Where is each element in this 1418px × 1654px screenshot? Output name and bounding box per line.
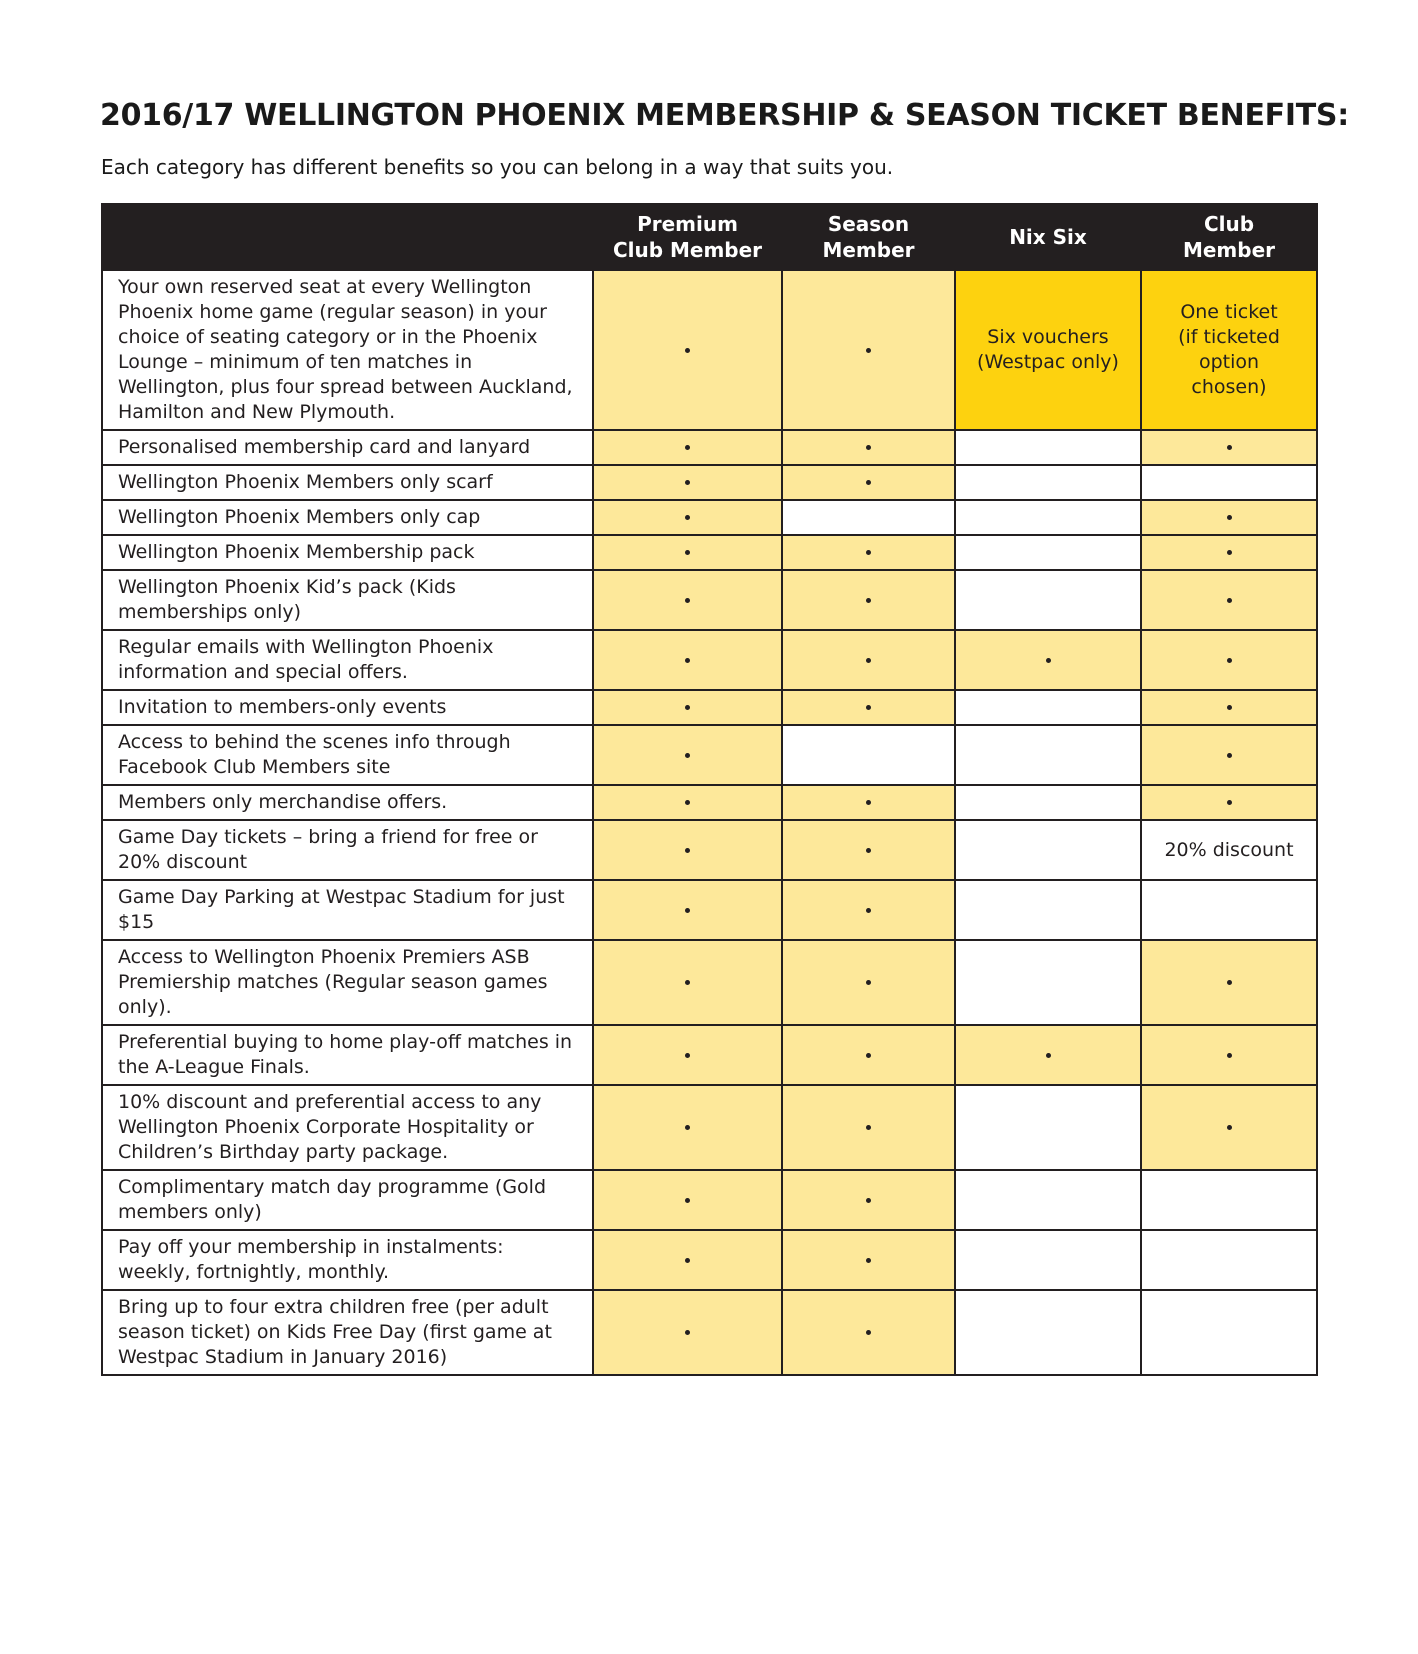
cell-nix-six [955,630,1141,690]
benefit-label: Wellington Phoenix Membership pack [102,535,593,570]
cell-nix-six [955,1085,1141,1170]
included-dot-icon [685,1330,690,1335]
cell-club-member [1141,785,1317,820]
cell-nix-six [955,690,1141,725]
cell-club-member [1141,725,1317,785]
included-dot-icon [685,598,690,603]
included-dot-icon [866,480,871,485]
cell-season-member [782,725,955,785]
cell-club-member [1141,1025,1317,1085]
cell-nix-six [955,570,1141,630]
included-dot-icon [685,800,690,805]
cell-club-member [1141,630,1317,690]
included-dot-icon [1046,658,1051,663]
cell-season-member [782,1170,955,1230]
cell-premium-club-member [593,1290,782,1375]
included-dot-icon [866,1053,871,1058]
benefit-label: Access to behind the scenes info through Facebook Club Members site [102,725,593,785]
cell-note: One ticket (if ticketed option chosen) [1178,301,1280,398]
cell-season-member [782,570,955,630]
cell-club-member [1141,880,1317,940]
cell-note: 20% discount [1164,838,1294,861]
included-dot-icon [685,445,690,450]
cell-club-member [1141,500,1317,535]
cell-nix-six [955,1025,1141,1085]
included-dot-icon [866,445,871,450]
table-row [102,725,1317,785]
cell-season-member [782,430,955,465]
cell-season-member [782,1025,955,1085]
cell-premium-club-member [593,725,782,785]
included-dot-icon [866,848,871,853]
table-row [102,570,1317,630]
included-dot-icon [866,1198,871,1203]
column-header-nix-six: Nix Six [955,204,1141,270]
table-row [102,500,1317,535]
cell-nix-six [955,785,1141,820]
cell-club-member [1141,1230,1317,1290]
cell-premium-club-member [593,690,782,725]
cell-nix-six [955,535,1141,570]
table-header [102,204,1317,270]
benefit-label: Game Day tickets – bring a friend for free or 20% discount [102,820,593,880]
cell-nix-six [955,465,1141,500]
included-dot-icon [866,800,871,805]
cell-club-member [1141,690,1317,725]
benefit-label: Game Day Parking at Westpac Stadium for just $15 [102,880,593,940]
cell-club-member [1141,940,1317,1025]
table-row [102,880,1317,940]
cell-season-member [782,500,955,535]
cell-club-member [1141,1170,1317,1230]
included-dot-icon [1227,550,1232,555]
benefit-label: Members only merchandise offers. [102,785,593,820]
cell-premium-club-member [593,1085,782,1170]
cell-premium-club-member [593,535,782,570]
table-row [102,535,1317,570]
included-dot-icon [866,550,871,555]
cell-premium-club-member [593,270,782,430]
cell-season-member [782,465,955,500]
benefit-label: Regular emails with Wellington Phoenix information and special offers. [102,630,593,690]
cell-nix-six [955,500,1141,535]
included-dot-icon [1227,658,1232,663]
cell-nix-six [955,880,1141,940]
cell-nix-six [955,430,1141,465]
included-dot-icon [1227,705,1232,710]
table-row [102,940,1317,1025]
cell-premium-club-member [593,1025,782,1085]
included-dot-icon [866,348,871,353]
benefits-table [101,203,1318,1376]
cell-club-member [1141,465,1317,500]
header-row [102,204,1317,270]
included-dot-icon [685,908,690,913]
cell-nix-six [955,725,1141,785]
table-row [102,1170,1317,1230]
included-dot-icon [685,1125,690,1130]
included-dot-icon [866,980,871,985]
benefit-label: Personalised membership card and lanyard [102,430,593,465]
table-row [102,690,1317,725]
included-dot-icon [1227,1125,1232,1130]
included-dot-icon [866,705,871,710]
cell-nix-six [955,1170,1141,1230]
table-row [102,465,1317,500]
included-dot-icon [685,980,690,985]
table-row [102,430,1317,465]
cell-season-member [782,1230,955,1290]
cell-premium-club-member [593,880,782,940]
benefit-label: Access to Wellington Phoenix Premiers ASB Premiership matches (Regular season games only). [102,940,593,1025]
included-dot-icon [685,658,690,663]
cell-nix-six [955,270,1141,430]
included-dot-icon [685,550,690,555]
cell-premium-club-member [593,1230,782,1290]
cell-season-member [782,820,955,880]
included-dot-icon [685,753,690,758]
cell-season-member [782,1085,955,1170]
cell-premium-club-member [593,430,782,465]
included-dot-icon [685,348,690,353]
cell-season-member [782,690,955,725]
cell-season-member [782,535,955,570]
benefit-label: Preferential buying to home play-off matches in the A-League Finals. [102,1025,593,1085]
cell-club-member [1141,570,1317,630]
cell-season-member [782,1290,955,1375]
cell-season-member [782,940,955,1025]
cell-club-member [1141,1085,1317,1170]
table-row [102,1085,1317,1170]
included-dot-icon [685,1198,690,1203]
cell-premium-club-member [593,500,782,535]
included-dot-icon [685,1053,690,1058]
included-dot-icon [866,598,871,603]
table-row [102,270,1317,430]
table-row [102,820,1317,880]
page-title: 2016/17 WELLINGTON PHOENIX MEMBERSHIP & SEASON TICKET BENEFITS: [100,98,1349,133]
cell-nix-six [955,940,1141,1025]
table-body [102,270,1317,1375]
cell-season-member [782,880,955,940]
included-dot-icon [685,705,690,710]
table-row [102,1290,1317,1375]
column-header-premium-club-member: Premium Club Member [593,204,782,270]
benefit-label: Pay off your membership in instalments: weekly, fortnightly, monthly. [102,1230,593,1290]
included-dot-icon [685,1258,690,1263]
cell-nix-six [955,1290,1141,1375]
included-dot-icon [1046,1053,1051,1058]
included-dot-icon [866,1125,871,1130]
cell-nix-six [955,820,1141,880]
benefit-label: Complimentary match day programme (Gold members only) [102,1170,593,1230]
cell-club-member [1141,430,1317,465]
table-row [102,1230,1317,1290]
included-dot-icon [1227,800,1232,805]
cell-club-member [1141,270,1317,430]
cell-premium-club-member [593,785,782,820]
included-dot-icon [1227,1053,1232,1058]
included-dot-icon [1227,980,1232,985]
benefit-label: Wellington Phoenix Members only cap [102,500,593,535]
cell-club-member [1141,535,1317,570]
included-dot-icon [1227,598,1232,603]
benefit-label: Invitation to members-only events [102,690,593,725]
cell-club-member [1141,1290,1317,1375]
included-dot-icon [866,1330,871,1335]
cell-premium-club-member [593,940,782,1025]
included-dot-icon [866,908,871,913]
included-dot-icon [1227,445,1232,450]
included-dot-icon [685,515,690,520]
cell-premium-club-member [593,570,782,630]
included-dot-icon [1227,515,1232,520]
included-dot-icon [685,480,690,485]
cell-club-member [1141,820,1317,880]
cell-season-member [782,270,955,430]
cell-note: Six vouchers (Westpac only) [977,326,1119,373]
included-dot-icon [866,658,871,663]
table-row [102,785,1317,820]
column-header-club-member: Club Member [1141,204,1317,270]
table-row [102,630,1317,690]
cell-season-member [782,785,955,820]
cell-nix-six [955,1230,1141,1290]
benefit-label: Your own reserved seat at every Wellington Phoenix home game (regular season) in your choice of seating category or in the Phoenix Lounge – minimum of ten matches in Wellington, plus four spread between Auckland, Hamilton and New Plymouth. [102,270,593,430]
benefit-label: Wellington Phoenix Members only scarf [102,465,593,500]
benefit-label: Bring up to four extra children free (per adult season ticket) on Kids Free Day (first game at Westpac Stadium in January 2016) [102,1290,593,1375]
page-subtitle: Each category has different benefits so you can belong in a way that suits you. [101,155,894,179]
cell-premium-club-member [593,1170,782,1230]
column-header-season-member: Season Member [782,204,955,270]
table-row [102,1025,1317,1085]
benefit-label: 10% discount and preferential access to any Wellington Phoenix Corporate Hospitality or Children’s Birthday party package. [102,1085,593,1170]
cell-premium-club-member [593,465,782,500]
included-dot-icon [866,1258,871,1263]
included-dot-icon [1227,753,1232,758]
cell-premium-club-member [593,630,782,690]
benefit-label: Wellington Phoenix Kid’s pack (Kids memberships only) [102,570,593,630]
cell-season-member [782,630,955,690]
included-dot-icon [685,848,690,853]
column-header-benefit [102,204,593,270]
cell-premium-club-member [593,820,782,880]
